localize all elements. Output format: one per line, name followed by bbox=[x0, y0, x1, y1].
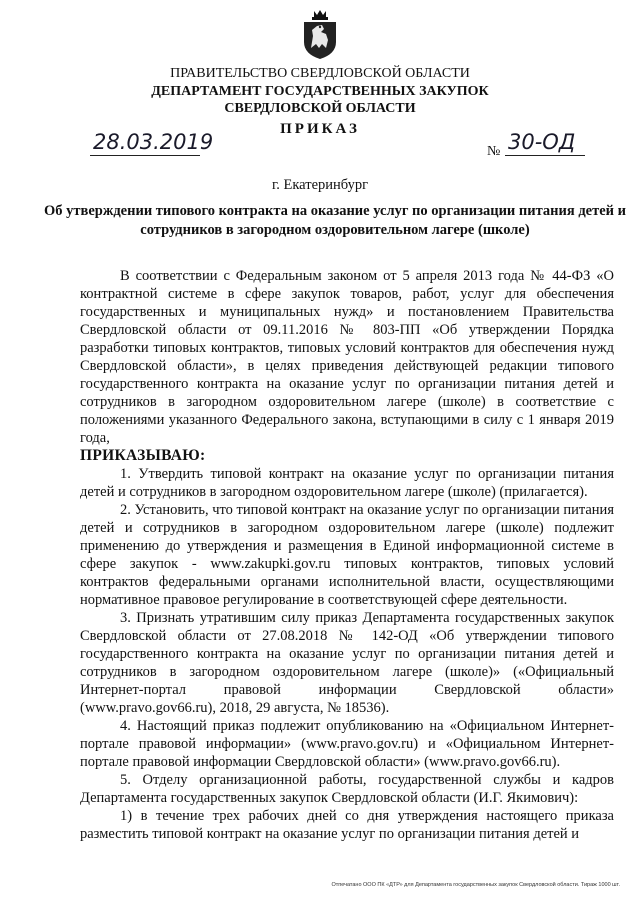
order-item-5: 5. Отделу организационной работы, государственной службы и кадров Департамента государственных закупок Свердловской области (И.Г. Якимович): bbox=[80, 772, 614, 806]
number-label: № bbox=[487, 144, 501, 159]
handwritten-date: 28.03.2019 bbox=[93, 130, 214, 154]
number-underline bbox=[505, 155, 585, 156]
department-name-line1: ДЕПАРТАМЕНТ ГОСУДАРСТВЕННЫХ ЗАКУПОК bbox=[151, 84, 489, 99]
document-type: ПРИКАЗ bbox=[280, 121, 360, 137]
date-underline bbox=[90, 155, 200, 156]
order-item-3: 3. Признать утратившим силу приказ Департамента государственных закупок Свердловской области от 27.08.2018 № 142-ОД «Об утверждении типового государственного контракта на оказание услуг по организации питания детей и сотрудников в загородном оздоровительном лагере (школе)» («Официальный Интернет-портал правовой информации Свердловской области» (www.pravo.gov66.ru), 2018, 29 августа, № 18536). bbox=[80, 610, 614, 716]
order-word: ПРИКАЗЫВАЮ: bbox=[80, 447, 206, 464]
government-name: ПРАВИТЕЛЬСТВО СВЕРДЛОВСКОЙ ОБЛАСТИ bbox=[170, 66, 470, 81]
handwritten-number: 30-ОД bbox=[508, 130, 576, 154]
city: г. Екатеринбург bbox=[271, 177, 369, 193]
intro-paragraph: В соответствии с Федеральным законом от 5 апреля 2013 года № 44-ФЗ «О контрактной системе в сфере закупок товаров, работ, услуг для обеспечения государственных и муниципальных нужд» и постановлением Правительства Свердловской области от 09.11.2016 № 803-ПП «Об утверждении Порядка разработки типовых контрактов, типовых условий контрактов для обеспечения нужд Свердловской области», в целях приведения действующей редакции типового государственного контракта на оказание услуг по организации питания детей и сотрудников в загородном оздоровительном лагере (школе) в соответствие с положениями указанного Федерального закона, вступающими в силу с 1 января 2019 года, bbox=[80, 268, 614, 446]
print-footer: Отпечатано ООО ПК «ДТР» для Департамента государственных закупок Свердловской области. Тираж 1000 шт. bbox=[331, 882, 620, 888]
department-name-line2: СВЕРДЛОВСКОЙ ОБЛАСТИ bbox=[224, 101, 416, 116]
order-item-2: 2. Установить, что типовой контракт на оказание услуг по организации питания детей и сотрудников в загородном оздоровительном лагере (школе) подлежит применению до утверждения и размещения в Единой информационной системе в сфере закупок - www.zakupki.gov.ru типовых контрактов, типовых условий контрактов федеральными органами исполнительной власти, осуществляющими нормативное правовое регулирование в соответствующей сфере деятельности. bbox=[80, 502, 614, 608]
coat-of-arms-emblem bbox=[300, 8, 340, 60]
document-body bbox=[80, 267, 614, 843]
order-item-4: 4. Настоящий приказ подлежит опубликованию на «Официальном Интернет-портале правовой информации» (www.pravo.gov.ru) и «Официальном Интернет-портале правовой информации Свердловской области» (www.pravo.gov66.ru). bbox=[80, 718, 614, 770]
document-title: Об утверждении типового контракта на оказание услуг по организации питания детей и сотрудников в загородном оздоровительном лагере (школе) bbox=[43, 203, 627, 238]
order-item-1: 1. Утвердить типовой контракт на оказание услуг по организации питания детей и сотрудников в загородном оздоровительном лагере (школе) (прилагается). bbox=[80, 466, 614, 500]
order-subitem-1: 1) в течение трех рабочих дней со дня утверждения настоящего приказа разместить типовой контракт на оказание услуг по организации питания детей и bbox=[80, 808, 614, 842]
